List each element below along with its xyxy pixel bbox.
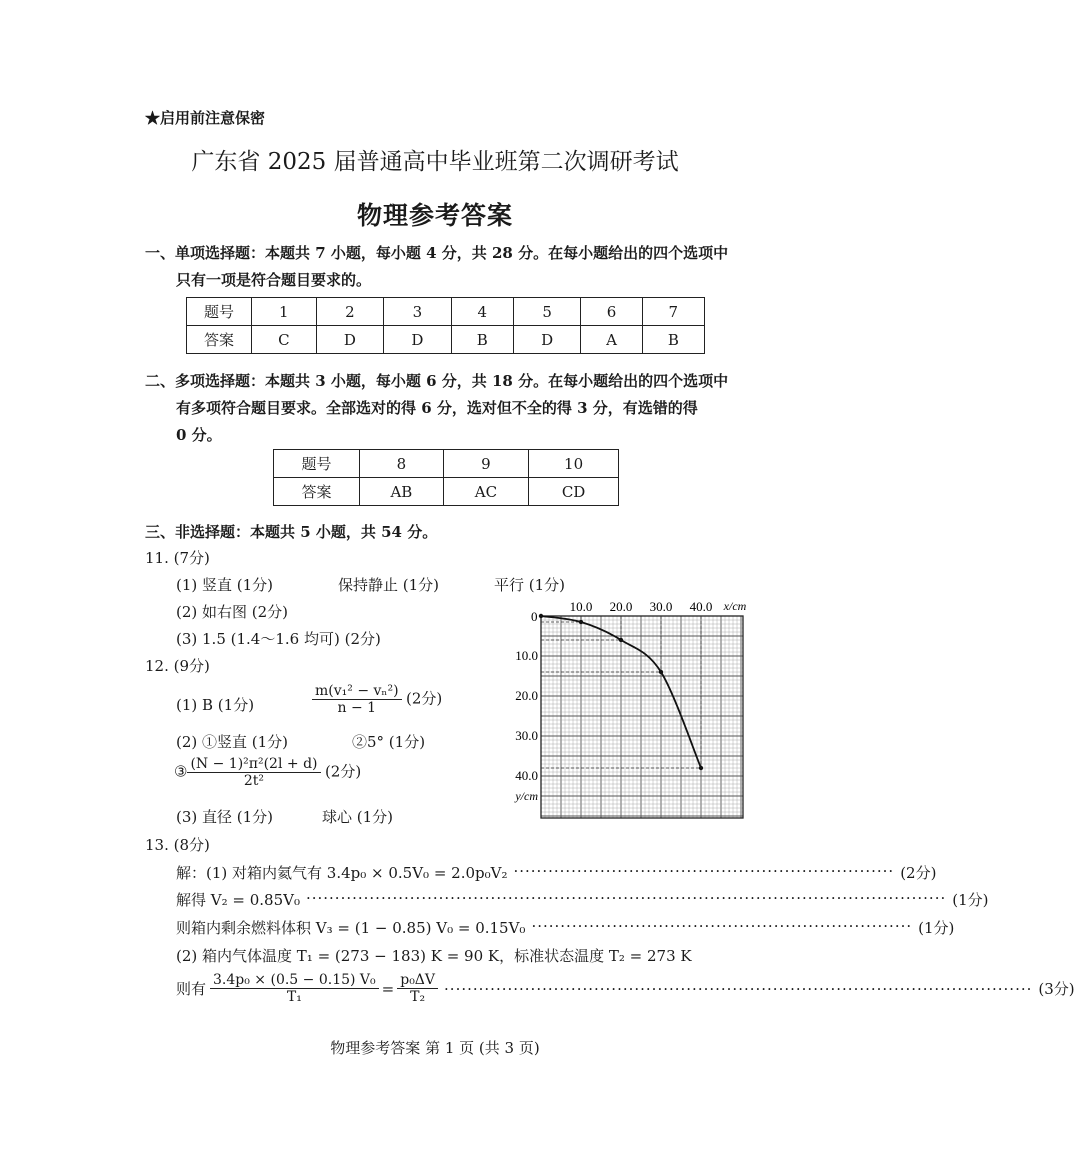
q12-answer-1a: (1) B (1分): [176, 696, 255, 714]
table-cell: D: [316, 326, 383, 354]
dot-leader: ······································································································: [444, 979, 1033, 998]
table-cell: 6: [581, 298, 642, 326]
table-cell: D: [384, 326, 451, 354]
x-tick-label: 40.0: [689, 599, 713, 614]
q11-answer-1a: (1) 竖直 (1分): [176, 576, 274, 594]
table-cell: 2: [316, 298, 383, 326]
q11-answer-1b: 保持静止 (1分): [338, 576, 440, 594]
single-choice-answer-table: [186, 297, 705, 354]
fraction-numerator: p₀ΔV: [397, 972, 438, 989]
dot-leader: ···············································································································: [305, 889, 947, 907]
q12-answer-2a: (2) ①竖直 (1分): [176, 733, 289, 751]
q13-text-1: 解：(1) 对箱内氦气有 3.4p₀ × 0.5V₀ = 2.0p₀V₂: [176, 864, 508, 882]
q12-answer-4b: 球心 (1分): [322, 808, 394, 826]
q12-fraction-1: [312, 683, 442, 716]
table-cell: AB: [360, 478, 444, 506]
table-cell: 5: [513, 298, 580, 326]
q13-line-2: [176, 889, 989, 910]
fraction-denominator: T₁: [286, 989, 302, 1005]
data-point: [619, 638, 623, 642]
fraction-numerator: 3.4p₀ × (0.5 − 0.15) V₀: [210, 972, 379, 989]
fraction-denominator: 2t²: [243, 773, 265, 789]
exam-title: 广东省 2025 届普通高中毕业班第二次调研考试: [191, 149, 679, 175]
section2-line2: 有多项符合题目要求。全部选对的得 6 分，选对但不全的得 3 分，有选错的得: [176, 399, 698, 417]
table-cell: 8: [360, 450, 444, 478]
q11-answer-2: (2) 如右图 (2分): [176, 603, 289, 621]
y-tick-label: 10.0: [515, 648, 538, 663]
q13-score-1: (2分): [900, 864, 937, 882]
q13-text-3: 则箱内剩余燃料体积 V₃ = (1 − 0.85) V₀ = 0.15V₀: [176, 919, 526, 937]
table-cell: B: [642, 326, 704, 354]
section3-title: 三、非选择题：本题共 5 小题，共 54 分。: [145, 523, 438, 541]
table-cell: 答案: [274, 478, 360, 506]
fraction-numerator: m(v₁² − vₙ²): [312, 683, 402, 700]
table-cell: 题号: [187, 298, 252, 326]
q13-text-2: 解得 V₂ = 0.85V₀: [176, 891, 300, 909]
dot-leader: ··································································: [513, 862, 895, 880]
x-tick-label: 10.0: [569, 599, 593, 614]
table-cell: B: [451, 326, 513, 354]
origin-label: 0: [531, 609, 538, 624]
q13-line-1: [176, 862, 937, 883]
data-point: [579, 620, 583, 624]
grid-border: [541, 616, 743, 818]
q11-answer-1c: 平行 (1分): [494, 576, 566, 594]
circle-three-mark: ③: [174, 762, 188, 781]
table-cell: 答案: [187, 326, 252, 354]
y-tick-label: 30.0: [515, 728, 538, 743]
q12-score-3: (2分): [324, 762, 362, 781]
table-cell: 1: [252, 298, 317, 326]
equals-sign: =: [381, 979, 395, 998]
table-row: [274, 478, 619, 506]
q12-fraction-3: [174, 756, 361, 789]
data-point: [659, 670, 663, 674]
q11-heading: 11. (7分): [145, 549, 210, 567]
y-tick-label: 20.0: [515, 688, 538, 703]
q12-answer-2b: ②5° (1分): [352, 733, 426, 751]
table-row: [187, 326, 705, 354]
x-axis-label: x/cm: [723, 599, 747, 613]
q13-prefix-5: 则有: [176, 980, 207, 998]
dot-leader: ··································································: [531, 917, 913, 935]
q13-heading: 13. (8分): [145, 836, 210, 854]
table-cell: 3: [384, 298, 451, 326]
table-cell: 4: [451, 298, 513, 326]
q12-heading: 12. (9分): [145, 657, 210, 675]
data-point: [539, 614, 543, 618]
q13-line-4: (2) 箱内气体温度 T₁ = (273 − 183) K = 90 K，标准状态温度 T₂ = 273 K: [176, 947, 692, 965]
y-axis-label: y/cm: [515, 789, 538, 803]
q13-score-3: (1分): [918, 919, 955, 937]
graph-svg: [505, 598, 755, 823]
trajectory-graph: [505, 598, 755, 823]
q11-answer-3: (3) 1.5 (1.4～1.6 均可) (2分): [176, 630, 381, 648]
table-row: [187, 298, 705, 326]
table-cell: 题号: [274, 450, 360, 478]
q13-score-5: (3分): [1038, 980, 1075, 998]
q13-line-5: [176, 972, 1075, 1005]
fraction-denominator: T₂: [410, 989, 426, 1005]
q12-answer-4a: (3) 直径 (1分): [176, 808, 274, 826]
fraction-numerator: (N − 1)²π²(2l + d): [187, 756, 320, 773]
y-tick-label: 40.0: [515, 768, 538, 783]
table-cell: AC: [443, 478, 528, 506]
page-footer: 物理参考答案 第 1 页 (共 3 页): [330, 1039, 540, 1057]
subject-title: 物理参考答案: [356, 201, 513, 230]
multi-choice-answer-table: [273, 449, 619, 506]
q13-score-2: (1分): [952, 891, 989, 909]
table-cell: 9: [443, 450, 528, 478]
section2-line1: 二、多项选择题：本题共 3 小题，每小题 6 分，共 18 分。在每小题给出的四个选项中: [145, 372, 729, 390]
x-tick-label: 30.0: [649, 599, 673, 614]
section1-line2: 只有一项是符合题目要求的。: [176, 271, 372, 289]
table-cell: A: [581, 326, 642, 354]
table-row: [274, 450, 619, 478]
table-cell: D: [513, 326, 580, 354]
table-cell: 7: [642, 298, 704, 326]
q13-line-3: [176, 917, 955, 938]
fraction-denominator: n − 1: [337, 700, 377, 716]
section2-line3: 0 分。: [176, 426, 222, 444]
table-cell: 10: [529, 450, 619, 478]
x-tick-label: 20.0: [609, 599, 633, 614]
data-point: [699, 766, 703, 770]
confidential-notice: ★启用前注意保密: [145, 109, 266, 127]
table-cell: CD: [529, 478, 619, 506]
q12-score-1: (2分): [406, 689, 443, 708]
section1-line1: 一、单项选择题：本题共 7 小题，每小题 4 分，共 28 分。在每小题给出的四个选项中: [145, 244, 729, 262]
table-cell: C: [252, 326, 317, 354]
